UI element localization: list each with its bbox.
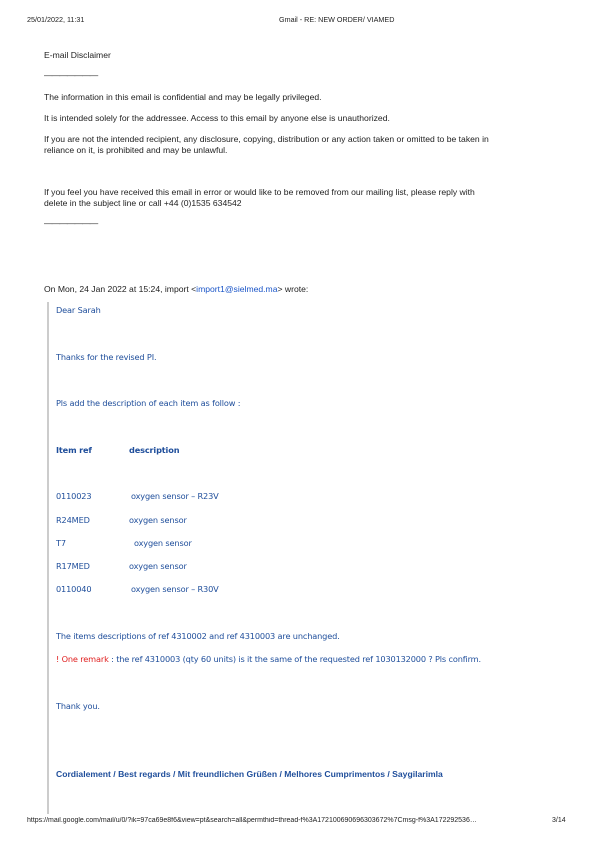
disclaimer-paragraph-2: It is intended solely for the addressee. Access to this email by anyone else is unauthorized. bbox=[44, 113, 390, 123]
quote-signature: Cordialement / Best regards / Mit freundlichen Grüßen / Melhores Cumprimentos / Saygilarimla bbox=[56, 769, 443, 779]
quote-remark bbox=[56, 654, 481, 664]
item-ref: 0110023 bbox=[56, 491, 92, 501]
disclaimer-paragraph-1: The information in this email is confidential and may be legally privileged. bbox=[44, 92, 322, 102]
disclaimer-paragraph-3-line-1: If you are not the intended recipient, any disclosure, copying, distribution or any action taken or omitted to be taken in bbox=[44, 134, 489, 144]
attribution-suffix: > wrote: bbox=[277, 284, 309, 294]
disclaimer-paragraph-4-line-2: delete in the subject line or call +44 (0)1535 634542 bbox=[44, 198, 242, 208]
remark-text: : the ref 4310003 (qty 60 units) is it the same of the requested ref 1030132000 ? Pls confirm. bbox=[108, 654, 481, 664]
table-header-description: description bbox=[129, 445, 180, 455]
page-number: 3/14 bbox=[552, 817, 566, 824]
disclaimer-paragraph-3-line-2: reliance on it, is prohibited and may be unlawful. bbox=[44, 145, 228, 155]
item-ref: 0110040 bbox=[56, 584, 92, 594]
quote-attribution bbox=[44, 284, 308, 295]
item-ref: T7 bbox=[56, 538, 66, 548]
quote-instruction: Pls add the description of each item as follow : bbox=[56, 398, 241, 408]
item-description: oxygen sensor bbox=[134, 538, 192, 548]
item-description: oxygen sensor – R23V bbox=[131, 491, 219, 501]
sender-email-link[interactable]: import1@sielmed.ma bbox=[196, 284, 278, 294]
quote-thanks-pi: Thanks for the revised PI. bbox=[56, 352, 157, 362]
item-ref: R17MED bbox=[56, 561, 90, 571]
quote-bar bbox=[47, 302, 49, 814]
disclaimer-rule-bottom: ——————— bbox=[44, 218, 98, 228]
item-description: oxygen sensor – R30V bbox=[131, 584, 219, 594]
quote-thank-you: Thank you. bbox=[56, 701, 100, 711]
disclaimer-rule-top: ——————— bbox=[44, 70, 98, 80]
item-ref: R24MED bbox=[56, 515, 90, 525]
table-header-item-ref: Item ref bbox=[56, 445, 92, 455]
disclaimer-heading: E-mail Disclaimer bbox=[44, 50, 111, 60]
quote-unchanged-note: The items descriptions of ref 4310002 and ref 4310003 are unchanged. bbox=[56, 631, 340, 641]
item-description: oxygen sensor bbox=[129, 561, 187, 571]
print-datetime: 25/01/2022, 11:31 bbox=[27, 15, 85, 24]
disclaimer-paragraph-4-line-1: If you feel you have received this email in error or would like to be removed from our mailing list, please reply with bbox=[44, 187, 475, 197]
print-url: https://mail.google.com/mail/u/0/?ik=97ca69e8f6&view=pt&search=all&permthid=thread-f%3A1721006906963036​72%7Cmsg-f%3A172292536… bbox=[27, 817, 477, 824]
item-description: oxygen sensor bbox=[129, 515, 187, 525]
quote-greeting: Dear Sarah bbox=[56, 305, 101, 315]
print-title: Gmail - RE: NEW ORDER/ VIAMED bbox=[279, 15, 395, 24]
attribution-prefix: On Mon, 24 Jan 2022 at 15:24, import < bbox=[44, 284, 197, 294]
remark-label: ! One remark bbox=[56, 654, 109, 664]
